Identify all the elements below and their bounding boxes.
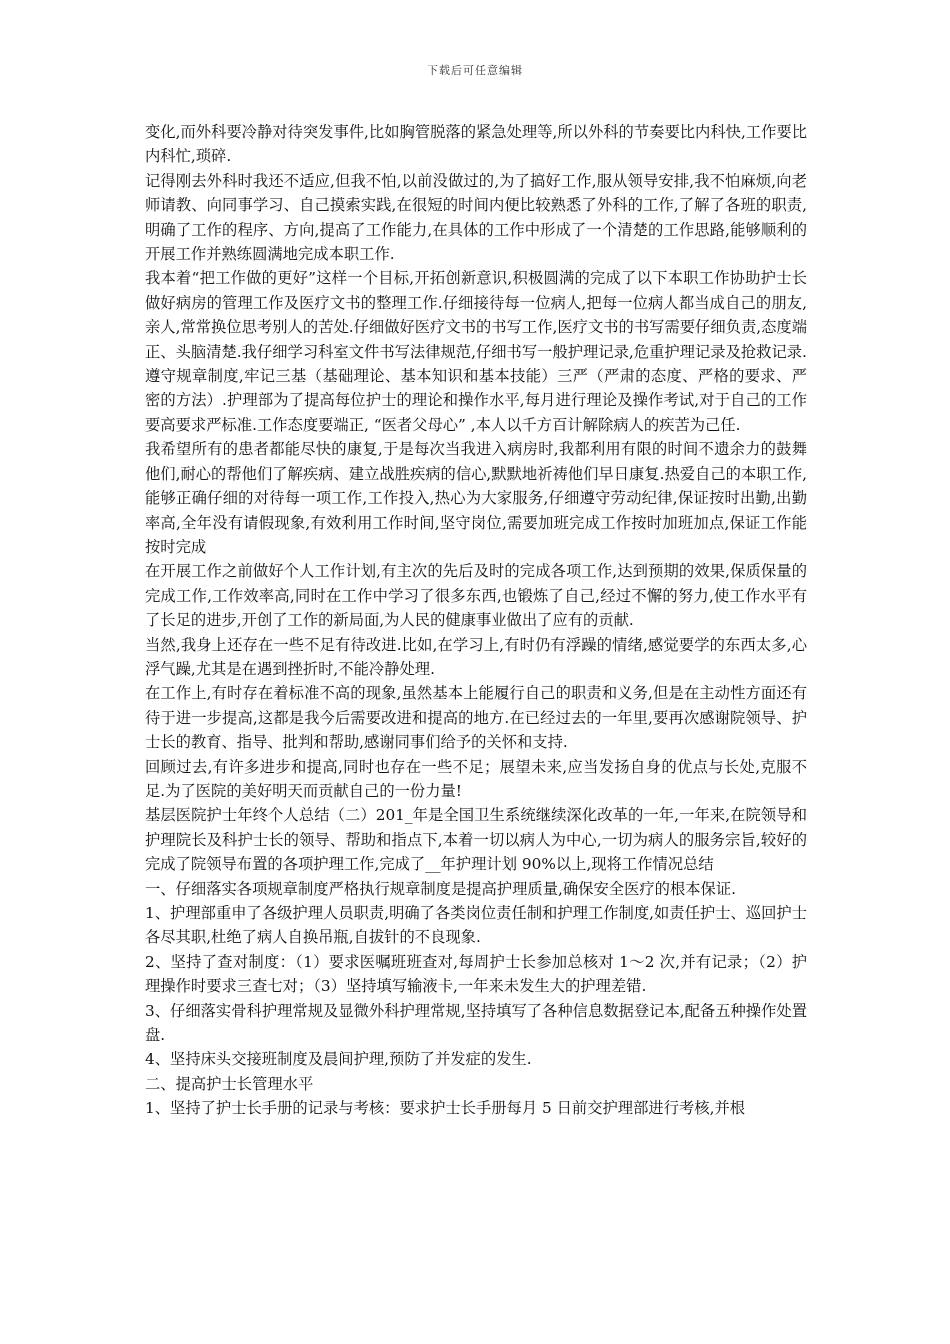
list-item: 2、坚持了查对制度：（1）要求医嘱班班查对,每周护士长参加总核对 1～2 次,并有记录；（2）护理操作时要求三查七对；（3）坚持填写输液卡,一年来未发生大的护理差错. [145, 952, 807, 996]
paragraph: 在开展工作之前做好个人工作计划,有主次的先后及时的完成各项工作,达到预期的效果,保质保量的完成工作,工作效率高,同时在工作中学习了很多东西,也锻炼了自己,经过不懈的努力,使工作水平有了长足的进步,开创了工作的新局面,为人民的健康事业做出了应有的贡献. [145, 562, 807, 630]
paragraph: 回顾过去,有许多进步和提高,同时也存在一些不足；展望未来,应当发扬自身的优点与长处,克服不足.为了医院的美好明天而贡献自己的一份力量! [145, 757, 807, 800]
section-heading: 一、仔细落实各项规章制度严格执行规章制度是提高护理质量,确保安全医疗的根本保证. [145, 879, 737, 898]
list-item: 4、坚持床头交接班制度及晨间护理,预防了并发症的发生. [145, 1050, 532, 1069]
paragraph: 基层医院护士年终个人总结（二）201_年是全国卫生系统继续深化改革的一年,一年来,在院领导和护理院长及科护士长的领导、帮助和指点下,本着一切以病人为中心,一切为病人的服务宗旨,较好的完成了院领导布置的各项护理工作,完成了__年护理计划 90%以上,现将工作情况总结 [145, 806, 807, 874]
section-heading: 二、提高护士长管理水平 [145, 1074, 314, 1093]
paragraph: 变化,而外科要冷静对待突发事件,比如胸管脱落的紧急处理等,所以外科的节奏要比内科快,工作要比内科忙,琐碎. [145, 123, 807, 166]
list-item: 1、坚持了护士长手册的记录与考核：要求护士长手册每月 5 日前交护理部进行考核,并根 [145, 1099, 746, 1118]
document-body [145, 120, 807, 1121]
paragraph: 遵守规章制度,牢记三基（基础理论、基本知识和基本技能）三严（严肃的态度、严格的要求、严密的方法）.护理部为了提高每位护士的理论和操作水平,每月进行理论及操作考试,对于自己的工作要高要求严标准.工作态度要端正, “医者父母心” ,本人以千方百计解除病人的疾苦为己任. [145, 367, 807, 434]
list-item: 1、护理部重申了各级护理人员职责,明确了各类岗位责任制和护理工作制度,如责任护士、巡回护士各尽其职,杜绝了病人自换吊瓶,自拔针的不良现象. [145, 904, 807, 947]
paragraph: 我希望所有的患者都能尽快的康复,于是每次当我进入病房时,我都利用有限的时间不遗余力的鼓舞他们,耐心的帮他们了解疾病、建立战胜疾病的信心,默默地祈祷他们早日康复.热爱自己的本职工作,能够正确仔细的对待每一项工作,工作投入,热心为大家服务,仔细遵守劳动纪律,保证按时出勤,出勤率高,全年没有请假现象,有效利用工作时间,坚守岗位,需要加班完成工作按时加班加点,保证工作能按时完成 [145, 440, 807, 556]
paragraph: 我本着“把工作做的更好”这样一个目标,开拓创新意识,积极圆满的完成了以下本职工作协助护士长做好病房的管理工作及医疗文书的整理工作.仔细接待每一位病人,把每一位病人都当成自己的朋友,亲人,常常换位思考别人的苦处.仔细做好医疗文书的书写工作,医疗文书的书写需要仔细负责,态度端正、头脑清楚.我仔细学习科室文件书写法律规范,仔细书写一般护理记录,危重护理记录及抢救记录. [145, 269, 807, 361]
paragraph: 记得刚去外科时我还不适应,但我不怕,以前没做过的,为了搞好工作,服从领导安排,我不怕麻烦,向老师请教、向同事学习、自己摸索实践,在很短的时间内便比较熟悉了外科的工作,了解了各班的职责,明确了工作的程序、方向,提高了工作能力,在具体的工作中形成了一个清楚的工作思路,能够顺利的开展工作并熟练圆满地完成本职工作. [145, 171, 807, 264]
paragraph: 在工作上,有时存在着标准不高的现象,虽然基本上能履行自己的职责和义务,但是在主动性方面还有待于进一步提高,这都是我今后需要改进和提高的地方.在已经过去的一年里,要再次感谢院领导、护士长的教育、指导、批判和帮助,感谢同事们给予的关怀和支持. [145, 684, 807, 752]
paragraph: 当然,我身上还存在一些不足有待改进.比如,在学习上,有时仍有浮躁的情绪,感觉要学的东西太多,心浮气躁,尤其是在遇到挫折时,不能冷静处理. [145, 635, 807, 678]
page-header: 下载后可任意编辑 [427, 64, 523, 77]
list-item: 3、仔细落实骨科护理常规及显微外科护理常规,坚持填写了各种信息数据登记本,配备五种操作处置盘. [145, 1001, 807, 1045]
